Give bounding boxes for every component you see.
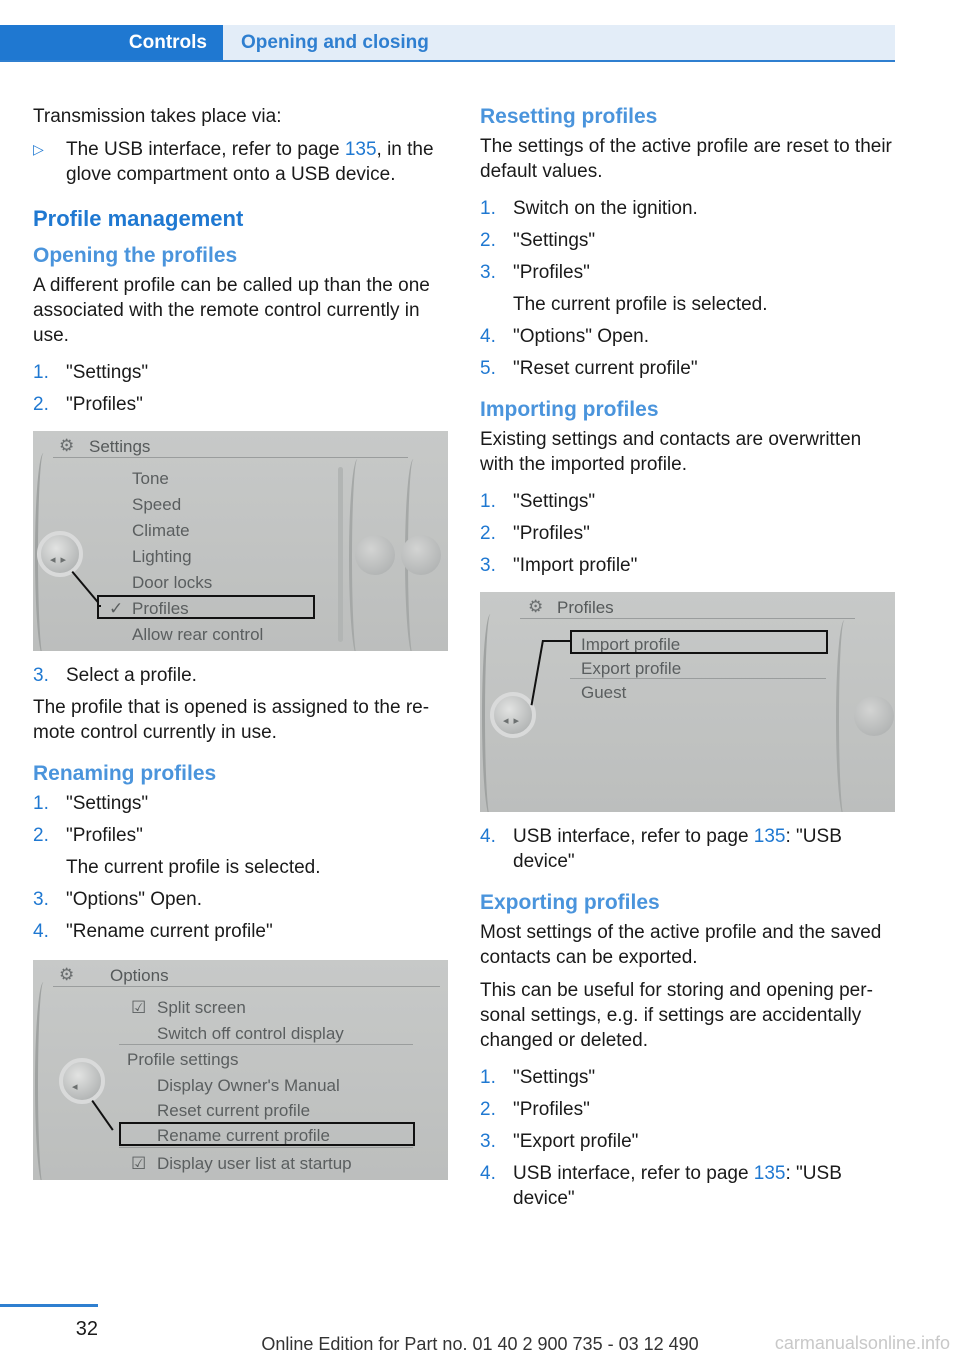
heading-importing-profiles: Importing profiles	[480, 398, 659, 421]
subsection-tab: Opening and closing	[223, 25, 895, 61]
page-header	[0, 25, 895, 61]
left-column	[33, 100, 449, 1192]
importing-text: Existing settings and contacts are overwritten with the imported profile.	[480, 429, 862, 475]
menu-item: Export profile	[581, 659, 682, 678]
heading-exporting-profiles: Exporting profiles	[480, 891, 660, 914]
list-item: 4. USB interface, refer to page 135: "USB device"	[480, 826, 842, 872]
menu-item: Climate	[132, 521, 190, 540]
heading-profile-management: Profile management	[33, 206, 244, 231]
heading-opening-profiles: Opening the profiles	[33, 244, 238, 267]
list-item: 3. "Options" Open.	[33, 889, 203, 910]
list-item: 3. "Profiles" The current profile is selected.	[480, 262, 768, 315]
menu-item-selected: Profiles	[132, 599, 189, 618]
list-item: 1. "Settings"	[33, 793, 149, 814]
heading-renaming-profiles: Renaming profiles	[33, 762, 217, 785]
renaming-steps	[33, 791, 449, 944]
list-item: 3. Select a profile.	[33, 665, 197, 686]
controller-knob: ◂	[59, 1058, 105, 1104]
menu-item: Speed	[132, 495, 182, 514]
resetting-text: The settings of the active profile are reset to their default values.	[480, 136, 892, 182]
menu-item-selected: Import profile	[581, 635, 681, 654]
page-link[interactable]: 135	[344, 139, 377, 160]
page-number: 32	[75, 1318, 98, 1340]
menu-item: Door locks	[132, 573, 213, 592]
options-menu-screenshot	[33, 960, 448, 1180]
list-item: 3. "Export profile"	[480, 1131, 639, 1152]
leader-line	[91, 1100, 113, 1131]
menu-item: Lighting	[132, 547, 192, 566]
highlight-box	[119, 1122, 415, 1146]
resetting-steps	[480, 196, 896, 381]
triangle-bullet-icon: ▷	[33, 141, 44, 157]
via-list-item: ▷ The USB interface, refer to page 135, in the glove compartment onto a USB device.	[33, 139, 434, 185]
menu-title: Profiles	[557, 598, 614, 617]
watermark: carmanualsonline.info	[774, 1333, 950, 1353]
exporting-text-2: This can be useful for storing and opening per‐sonal settings, e.g. if settings are accidentally changed or deleted.	[480, 980, 873, 1051]
list-item: 2. "Profiles" The current profile is selected.	[33, 825, 321, 878]
settings-dial-icon	[355, 535, 395, 575]
leader-line	[71, 571, 98, 603]
menu-item: Display user list at startup	[157, 1154, 352, 1173]
list-item: 1. Switch on the ignition.	[480, 198, 698, 219]
page-link[interactable]: 135	[753, 1163, 786, 1184]
section-tab: Controls	[0, 25, 223, 61]
checkbox-icon: ☑	[131, 1154, 147, 1173]
check-icon: ✓	[109, 599, 124, 618]
exporting-text-1: Most settings of the active profile and the saved contacts can be exported.	[480, 922, 882, 968]
highlight-box	[570, 630, 828, 654]
list-item: 2. "Settings"	[480, 230, 596, 251]
scroll-track	[338, 467, 343, 642]
menu-item: Reset current profile	[157, 1101, 311, 1120]
intro-text: Transmission takes place via:	[33, 106, 282, 127]
list-item: 2. "Profiles"	[33, 394, 143, 415]
menu-item-selected: Rename current profile	[157, 1126, 330, 1145]
menu-item: Tone	[132, 469, 169, 488]
opening-text: A different profile can be called up than the one associated with the remote control currently in use.	[33, 275, 430, 346]
list-item: 4. USB interface, refer to page 135: "USB device"	[480, 1163, 842, 1209]
footer-rule	[0, 1304, 98, 1307]
menu-group-label: Profile settings	[127, 1050, 239, 1069]
opening-after-text: The profile that is opened is assigned to the re‐mote control currently in use.	[33, 697, 430, 743]
opening-steps	[33, 360, 449, 417]
list-item: 1. "Settings"	[480, 1067, 596, 1088]
heading-resetting-profiles: Resetting profiles	[480, 105, 658, 128]
edition-text: Online Edition for Part no. 01 40 2 900 735 - 03 12 490	[261, 1334, 699, 1354]
gear-icon: ⚙	[528, 597, 544, 616]
menu-title: Settings	[89, 437, 151, 456]
display-dial-icon	[401, 535, 441, 575]
menu-item: Display Owner's Manual	[157, 1076, 340, 1095]
page-link[interactable]: 135	[753, 826, 786, 847]
controller-knob: ◂▸	[37, 531, 83, 577]
list-item: 1. "Settings"	[480, 491, 596, 512]
right-column	[480, 100, 896, 1218]
menu-item: Allow rear control	[132, 625, 264, 644]
display-dial-icon	[854, 696, 894, 736]
list-item: 4. "Options" Open.	[480, 326, 650, 347]
menu-item: Split screen	[157, 998, 246, 1017]
profiles-menu-screenshot	[480, 592, 895, 812]
list-item: 2. "Profiles"	[480, 1099, 590, 1120]
importing-steps	[480, 489, 896, 578]
list-item: 5. "Reset current profile"	[480, 358, 698, 379]
header-rule	[0, 60, 895, 62]
settings-menu-screenshot	[33, 431, 448, 651]
list-item: 1. "Settings"	[33, 362, 149, 383]
menu-item: Guest	[581, 683, 627, 702]
list-item: 2. "Profiles"	[480, 523, 590, 544]
gear-icon: ⚙	[59, 436, 75, 455]
list-item: 4. "Rename current profile"	[33, 921, 273, 942]
checkbox-icon: ☑	[131, 998, 147, 1017]
list-item: 3. "Import profile"	[480, 555, 638, 576]
gear-icon: ⚙	[59, 965, 75, 984]
exporting-steps	[480, 1065, 896, 1211]
leader-line	[531, 640, 544, 705]
menu-item: Switch off control display	[157, 1024, 344, 1043]
highlight-box	[97, 595, 315, 619]
controller-knob: ◂▸	[490, 692, 536, 738]
menu-title: Options	[110, 966, 169, 985]
